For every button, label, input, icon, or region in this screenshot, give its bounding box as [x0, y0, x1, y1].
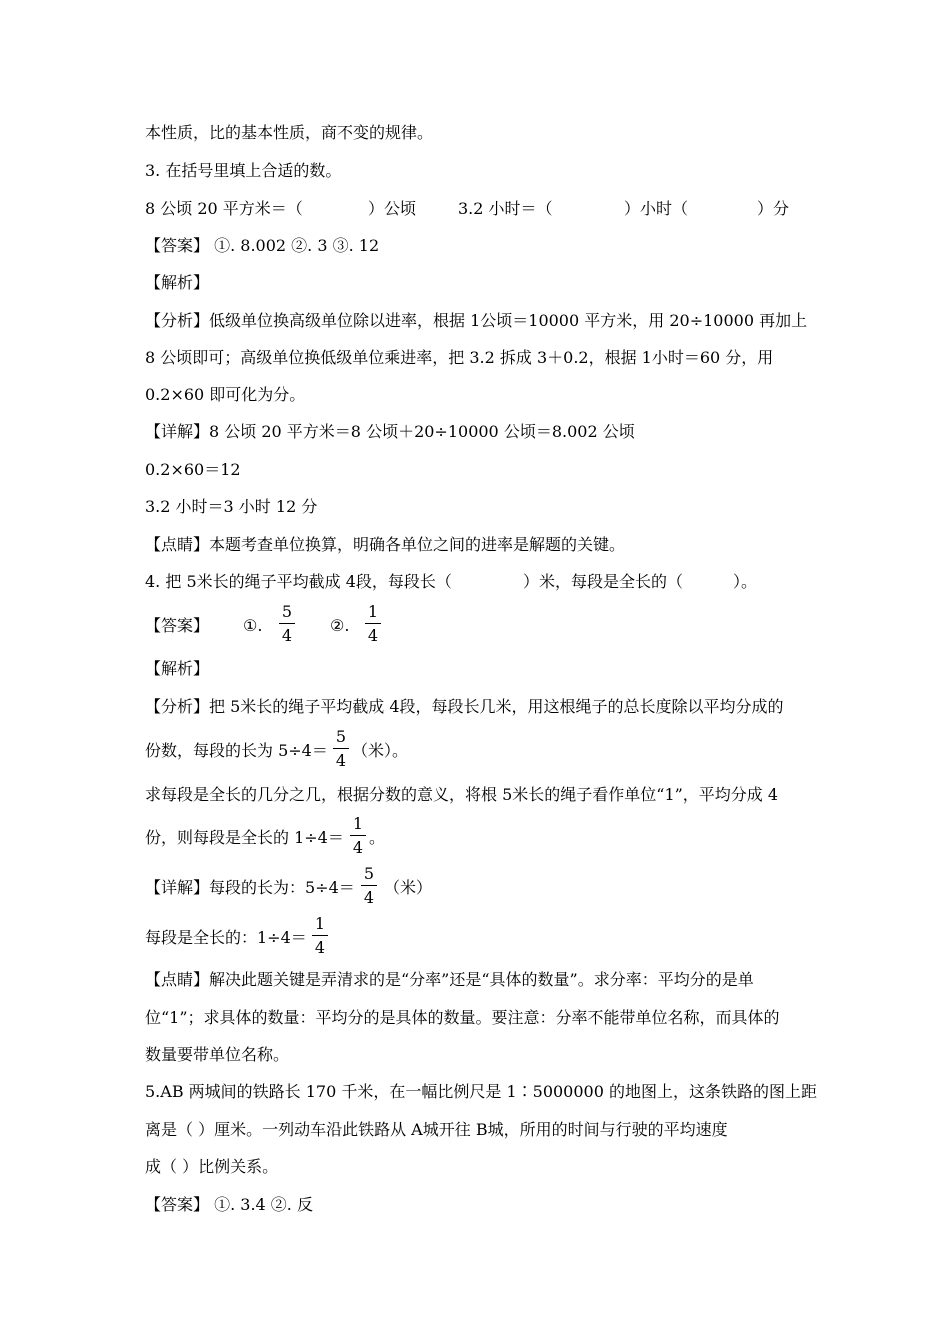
q4-detail-line-1b: （米）	[384, 878, 433, 897]
question-4-title-a: 4. 把 5米长的绳子平均截成 4段，每段长（	[145, 572, 452, 591]
q3-analysis-line-1: 【分析】低级单位换高级单位除以进率，根据 1公顷＝10000 平方米，用 20÷10000 再加上	[145, 311, 808, 330]
q4-analysis-line-2b: （米）。	[352, 741, 409, 760]
q4-analysis-line-1: 【分析】把 5米长的绳子平均截成 4段，每段长几米，用这根绳子的总长度除以平均分成的	[145, 697, 784, 716]
q3-detail-line-3: 3.2 小时＝3 小时 12 分	[145, 497, 318, 516]
q3-blank-line-c: 3.2 小时＝（	[458, 199, 553, 218]
question-5-line-3: 成（ ）比例关系。	[145, 1157, 279, 1176]
q4-analysis-line-2a: 份数，每段的长为 5÷4＝	[145, 741, 328, 760]
q3-blank-line-d: ）小时（	[624, 199, 689, 218]
question-4-title-b: ）米，每段是全长的（	[523, 572, 684, 591]
q3-blank-line-a: 8 公顷 20 平方米＝（	[145, 199, 303, 218]
q4-analysis-line-3: 求每段是全长的几分之几，根据分数的意义，将根 5米长的绳子看作单位“1”，平均分成 4	[145, 785, 779, 804]
q4-remark-line-3: 数量要带单位名称。	[145, 1045, 290, 1064]
q3-detail-line-2: 0.2×60＝12	[145, 460, 241, 479]
fraction-one-fourth: 1 4	[350, 814, 366, 858]
q4-analysis-line-4a: 份，则每段是全长的 1÷4＝	[145, 828, 344, 847]
q4-analysis-line-4b: 。	[369, 828, 386, 847]
q4-remark-line-1: 【点睛】解决此题关键是弄清求的是“分率”还是“具体的数量”。求分率：平均分的是单	[145, 970, 754, 989]
q4-detail-line-1a: 【详解】每段的长为：5÷4＝	[145, 878, 355, 897]
q3-detail-line-1: 【详解】8 公顷 20 平方米＝8 公顷＋20÷10000 公顷＝8.002 公顷	[145, 422, 635, 441]
q3-blank-line-b: ）公顷	[368, 199, 417, 218]
q3-answer: 【答案】 ①. 8.002 ②. 3 ③. 12	[145, 236, 380, 255]
q4-analysis-label: 【解析】	[145, 659, 210, 678]
q5-answer: 【答案】 ①. 3.4 ②. 反	[145, 1195, 313, 1214]
fraction-one-fourth: 1 4	[365, 602, 381, 646]
fraction-five-fourths: 5 4	[333, 727, 349, 771]
q3-blank-line-e: ）分	[757, 199, 790, 218]
fraction-five-fourths: 5 4	[279, 602, 295, 646]
question-4-title-c: ）。	[733, 572, 758, 591]
q3-analysis-line-3: 0.2×60 即可化为分。	[145, 385, 306, 404]
text-line: 本性质，比的基本性质，商不变的规律。	[145, 123, 434, 142]
question-3-title: 3. 在括号里填上合适的数。	[145, 161, 342, 180]
q4-answer-marker-1: ①.	[243, 616, 263, 635]
q3-analysis-label: 【解析】	[145, 273, 210, 292]
q4-answer-marker-2: ②.	[330, 616, 350, 635]
question-5-line-1: 5.AB 两城间的铁路长 170 千米，在一幅比例尺是 1∶5000000 的地图上，这条铁路的图上距	[145, 1082, 817, 1101]
q3-analysis-line-2: 8 公顷即可；高级单位换低级单位乘进率，把 3.2 拆成 3＋0.2，根据 1小时＝60 分，用	[145, 348, 774, 367]
q4-detail-line-2a: 每段是全长的：1÷4＝	[145, 928, 307, 947]
q4-answer-label: 【答案】	[145, 616, 210, 635]
q4-remark-line-2: 位“1”；求具体的数量：平均分的是具体的数量。要注意：分率不能带单位名称，而具体的	[145, 1008, 780, 1027]
q3-remark: 【点睛】本题考查单位换算，明确各单位之间的进率是解题的关键。	[145, 535, 626, 554]
fraction-one-fourth: 1 4	[312, 914, 328, 958]
question-5-line-2: 离是（ ）厘米。一列动车沿此铁路从 A城开往 B城，所用的时间与行驶的平均速度	[145, 1120, 728, 1139]
fraction-five-fourths: 5 4	[361, 864, 377, 908]
